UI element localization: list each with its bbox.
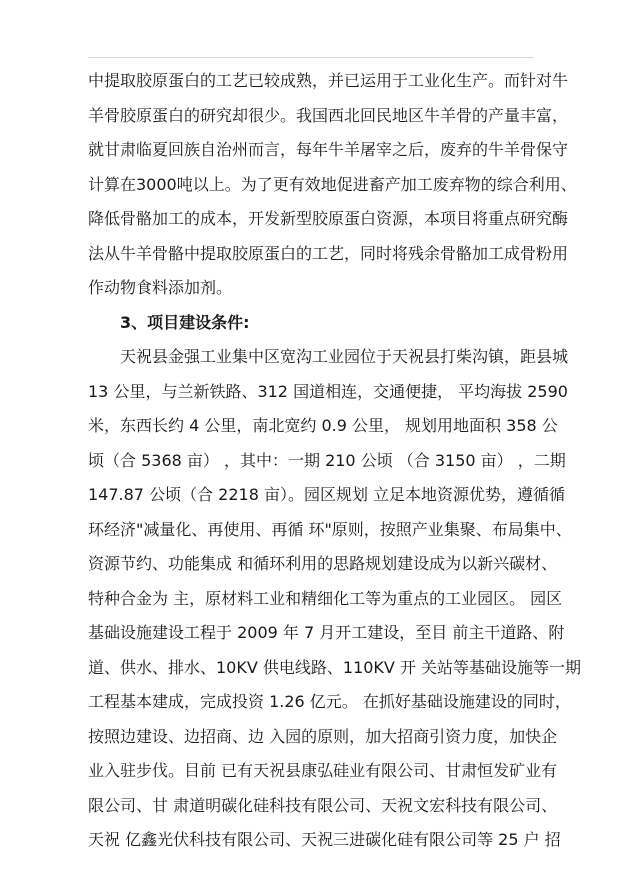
text-line: 计算在3000吨以上。为了更有效地促进畜产加工废弃物的综合利用、 (88, 174, 577, 194)
text-line: 法从牛羊骨骼中提取胶原蛋白的工艺，同时将残余骨骼加工成骨粉用 (88, 243, 569, 263)
text-line: 中提取胶原蛋白的工艺已较成熟，并已运用于工业化生产。而针对牛 (88, 71, 569, 90)
header-rule (88, 57, 534, 58)
text-line: 147.87 公顷（合 2218 亩）。园区规划 立足本地资源优势，遵循循 (88, 485, 566, 504)
text-line: 基础设施建设工程于 2009 年 7 月开工建设，至目 前主干道路、附 (88, 623, 565, 642)
section-heading: 3、项目建设条件: (120, 312, 250, 332)
text-line: 限公司、甘 肃道明碳化硅科技有限公司、天祝文宏科技有限公司、 (88, 795, 558, 815)
text-line: 环经济"减量化、再使用、再循 环"原则，按照产业集聚、布局集中、 (88, 519, 572, 539)
text-line: 业入驻步伐。目前 已有天祝县康弘硅业有限公司、甘肃恒发矿业有 (88, 761, 558, 780)
text-line: 就甘肃临夏回族自治州而言，每年牛羊屠宰之后，废弃的牛羊骨保守 (88, 140, 569, 159)
text-line: 作动物食料添加剂。 (88, 278, 233, 297)
document-page (88, 64, 582, 858)
text-line: 顷（合 5368 亩） ，其中：一期 210 公顷 （合 3150 亩） ，二期 (88, 450, 566, 470)
text-line: 天祝 亿鑫光伏科技有限公司、天祝三进碳化硅有限公司等 25 户 招 (88, 830, 561, 849)
text-line: 资源节约、功能集成 和循环利用的思路规划建设成为以新兴碳材、 (88, 554, 558, 573)
text-line: 13 公里，与兰新铁路、312 国道相连，交通便捷， 平均海拔 2590 (88, 381, 568, 401)
text-line: 特种合金为 主，原材料工业和精细化工等为重点的工业园区。 园区 (88, 588, 563, 608)
paragraph-1 (88, 64, 577, 306)
text-line: 工程基本建成，完成投资 1.26 亿元。 在抓好基础设施建设的同时， (88, 692, 571, 711)
text-line: 米，东西长约 4 公里，南北宽约 0.9 公里， 规划用地面积 358 公 (88, 416, 558, 435)
text-line: 降低骨骼加工的成本，开发新型胶原蛋白资源，本项目将重点研究酶 (88, 209, 569, 228)
text-line: 按照边建设、边招商、边 入园的原则，加大招商引资力度，加快企 (88, 726, 558, 746)
text-line: 天祝县金强工业集中区宽沟工业园位于天祝县打柴沟镇，距县城 (120, 347, 569, 366)
paragraph-2 (88, 340, 582, 858)
text-line: 羊骨胶原蛋白的研究却很少。我国西北回民地区牛羊骨的产量丰富， (88, 105, 569, 125)
text-line: 道、供水、排水、10KV 供电线路、110KV 开 关站等基础设施等一期 (88, 657, 582, 677)
